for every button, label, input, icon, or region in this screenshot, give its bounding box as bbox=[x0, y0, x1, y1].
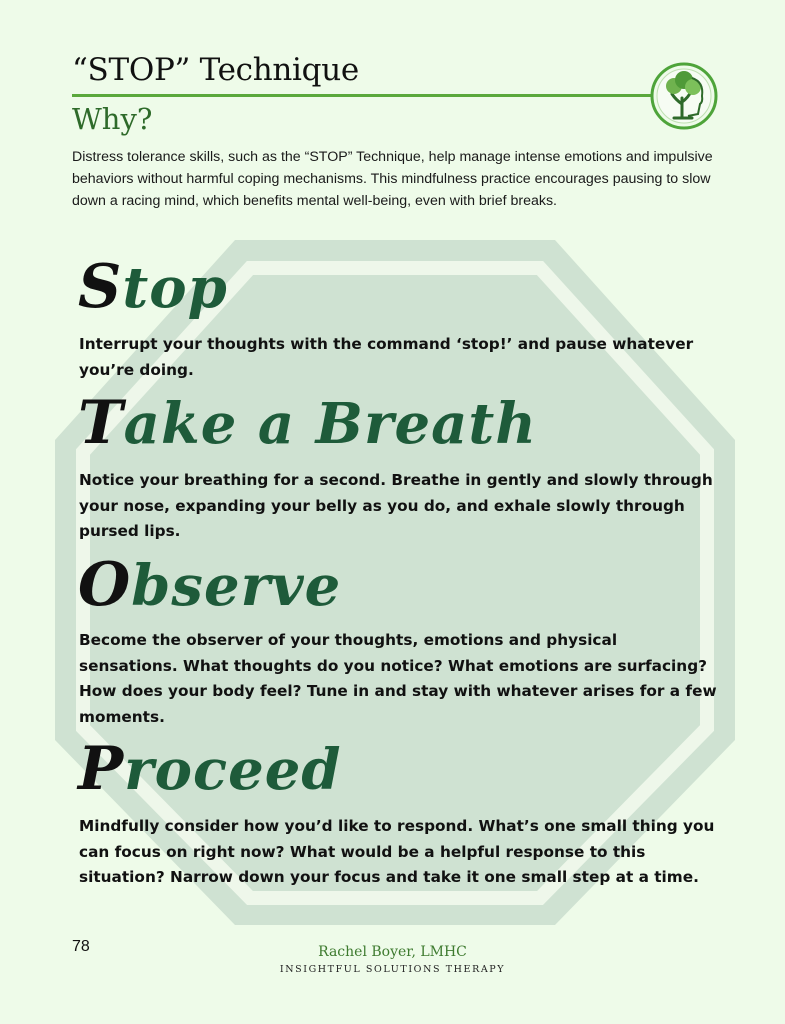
why-heading: Why? bbox=[72, 102, 153, 136]
step-observe-text: Become the observer of your thoughts, emotions and physical sensations. What thoughts do you notice? What emotions are surfacing? How does your body feel? Tune in and stay with whatever arises for a few moments. bbox=[79, 631, 717, 726]
step-observe-heading bbox=[78, 550, 341, 620]
step-breath-rest: ake a Breath bbox=[123, 391, 537, 457]
step-observe-initial: O bbox=[78, 550, 132, 620]
step-stop-heading bbox=[78, 252, 228, 322]
page-title: “STOP” Technique bbox=[72, 52, 359, 88]
step-proceed-initial: P bbox=[78, 734, 125, 804]
step-stop-rest: top bbox=[122, 255, 228, 321]
tree-head-logo-icon bbox=[648, 60, 720, 132]
step-breath-text: Notice your breathing for a second. Breathe in gently and slowly through your nose, expanding your belly as you do, and exhale slowly through pursed lips. bbox=[79, 471, 713, 540]
step-observe-rest: bserve bbox=[131, 553, 342, 619]
footer-author: Rachel Boyer, LMHC bbox=[318, 944, 467, 960]
page-number: 78 bbox=[72, 938, 90, 955]
step-proceed-rest: roceed bbox=[124, 737, 342, 803]
step-stop-text: Interrupt your thoughts with the command ‘stop!’ and pause whatever you’re doing. bbox=[79, 335, 694, 379]
intro-paragraph: Distress tolerance skills, such as the “STOP” Technique, help manage intense emotions and impulsive behaviors without harmful coping mechanisms. This mindfulness practice encourages pausing to slow down a racing mind, which benefits mental well-being, even with brief breaks. bbox=[72, 149, 713, 209]
title-divider bbox=[72, 94, 652, 97]
step-proceed-text: Mindfully consider how you’d like to respond. What’s one small thing you can focus on right now? What would be a helpful response to this situation? Narrow down your focus and take it one small step at a time. bbox=[79, 817, 715, 886]
step-breath-initial: T bbox=[78, 388, 124, 458]
footer-practice-name: INSIGHTFUL SOLUTIONS THERAPY bbox=[279, 964, 506, 975]
step-breath-heading bbox=[78, 388, 537, 458]
step-stop-initial: S bbox=[78, 252, 123, 322]
step-proceed-heading bbox=[78, 734, 342, 804]
